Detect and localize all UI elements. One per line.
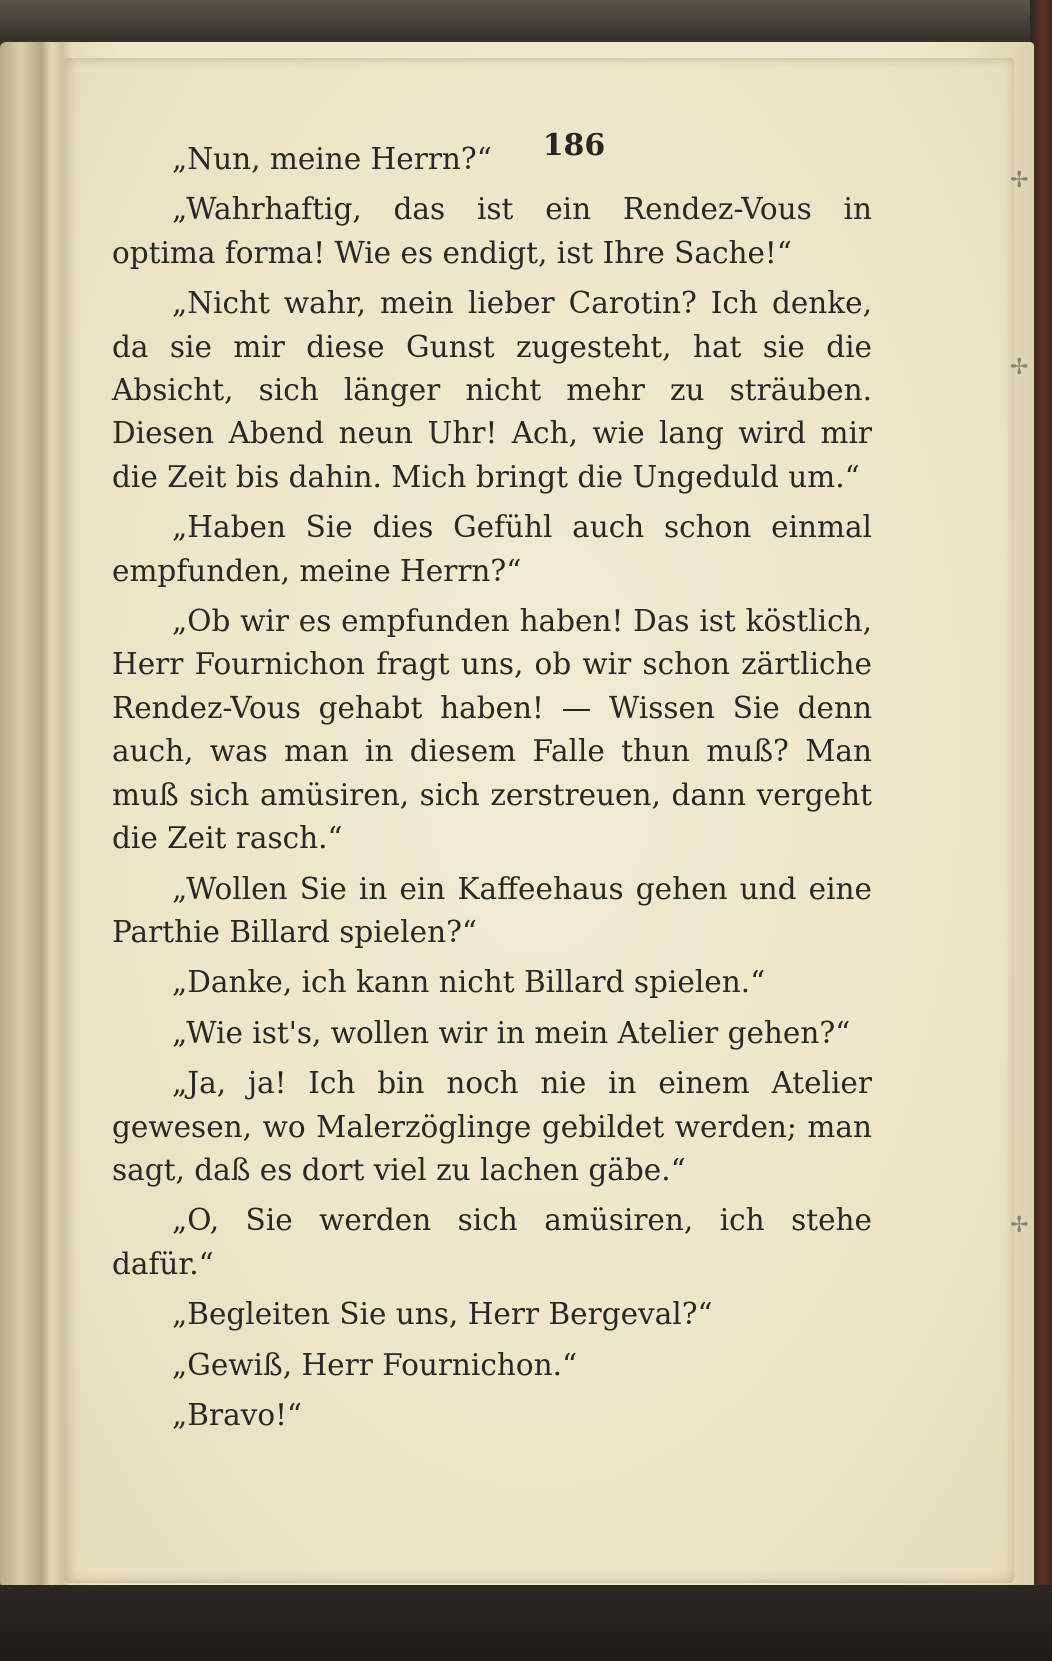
paragraph: „O, Sie werden sich amüsiren, ich stehe dafür.“ xyxy=(112,1203,872,1281)
paragraph: „Ja, ja! Ich bin noch nie in einem Atelier gewesen, wo Malerzöglinge gebildet werden; man sagt, daß es dort viel zu lachen gäbe.“ xyxy=(112,1066,872,1187)
paragraph: „Begleiten Sie uns, Herr Bergeval?“ xyxy=(172,1297,713,1332)
paragraph: „Wie ist's, wollen wir in mein Atelier gehen?“ xyxy=(172,1015,851,1050)
margin-mark: ✢ xyxy=(1010,1213,1029,1238)
paragraph: „Danke, ich kann nicht Billard spielen.“ xyxy=(172,965,766,1000)
paragraph: „Nicht wahr, mein lieber Carotin? Ich denke, da sie mir diese Gunst zugesteht, hat sie die Absicht, sich länger nicht mehr zu sträuben. Diesen Abend neun Uhr! Ach, wie lang wird mir die Zeit bis dahin. Mich bringt die Ungeduld um.“ xyxy=(112,286,872,494)
paragraph: „Haben Sie dies Gefühl auch schon einmal empfunden, meine Herrn?“ xyxy=(112,510,872,588)
book-cover-bottom xyxy=(0,1585,1052,1661)
page-text xyxy=(112,138,872,1444)
paragraph: „Ob wir es empfunden haben! Das ist köstlich, Herr Fournichon fragt uns, ob wir schon zärtliche Rendez-Vous gehabt haben! — Wissen Sie denn auch, was man in diesem Falle thun muß? Man muß sich amüsiren, sich zerstreuen, dann vergeht die Zeit rasch.“ xyxy=(112,604,872,856)
margin-mark: ✢ xyxy=(1010,355,1029,380)
paragraph: „Wollen Sie in ein Kaffeehaus gehen und eine Parthie Billard spielen?“ xyxy=(112,871,872,949)
paragraph: „Gewiß, Herr Fournichon.“ xyxy=(172,1347,578,1382)
paragraph: „Bravo!“ xyxy=(172,1397,303,1432)
margin-mark: ✢ xyxy=(1010,168,1029,193)
paragraph: „Wahrhaftig, das ist ein Rendez-Vous in optima forma! Wie es endigt, ist Ihre Sache!“ xyxy=(112,192,872,270)
paragraph: „Nun, meine Herrn?“ xyxy=(172,142,492,176)
page-number: 186 xyxy=(542,128,606,163)
